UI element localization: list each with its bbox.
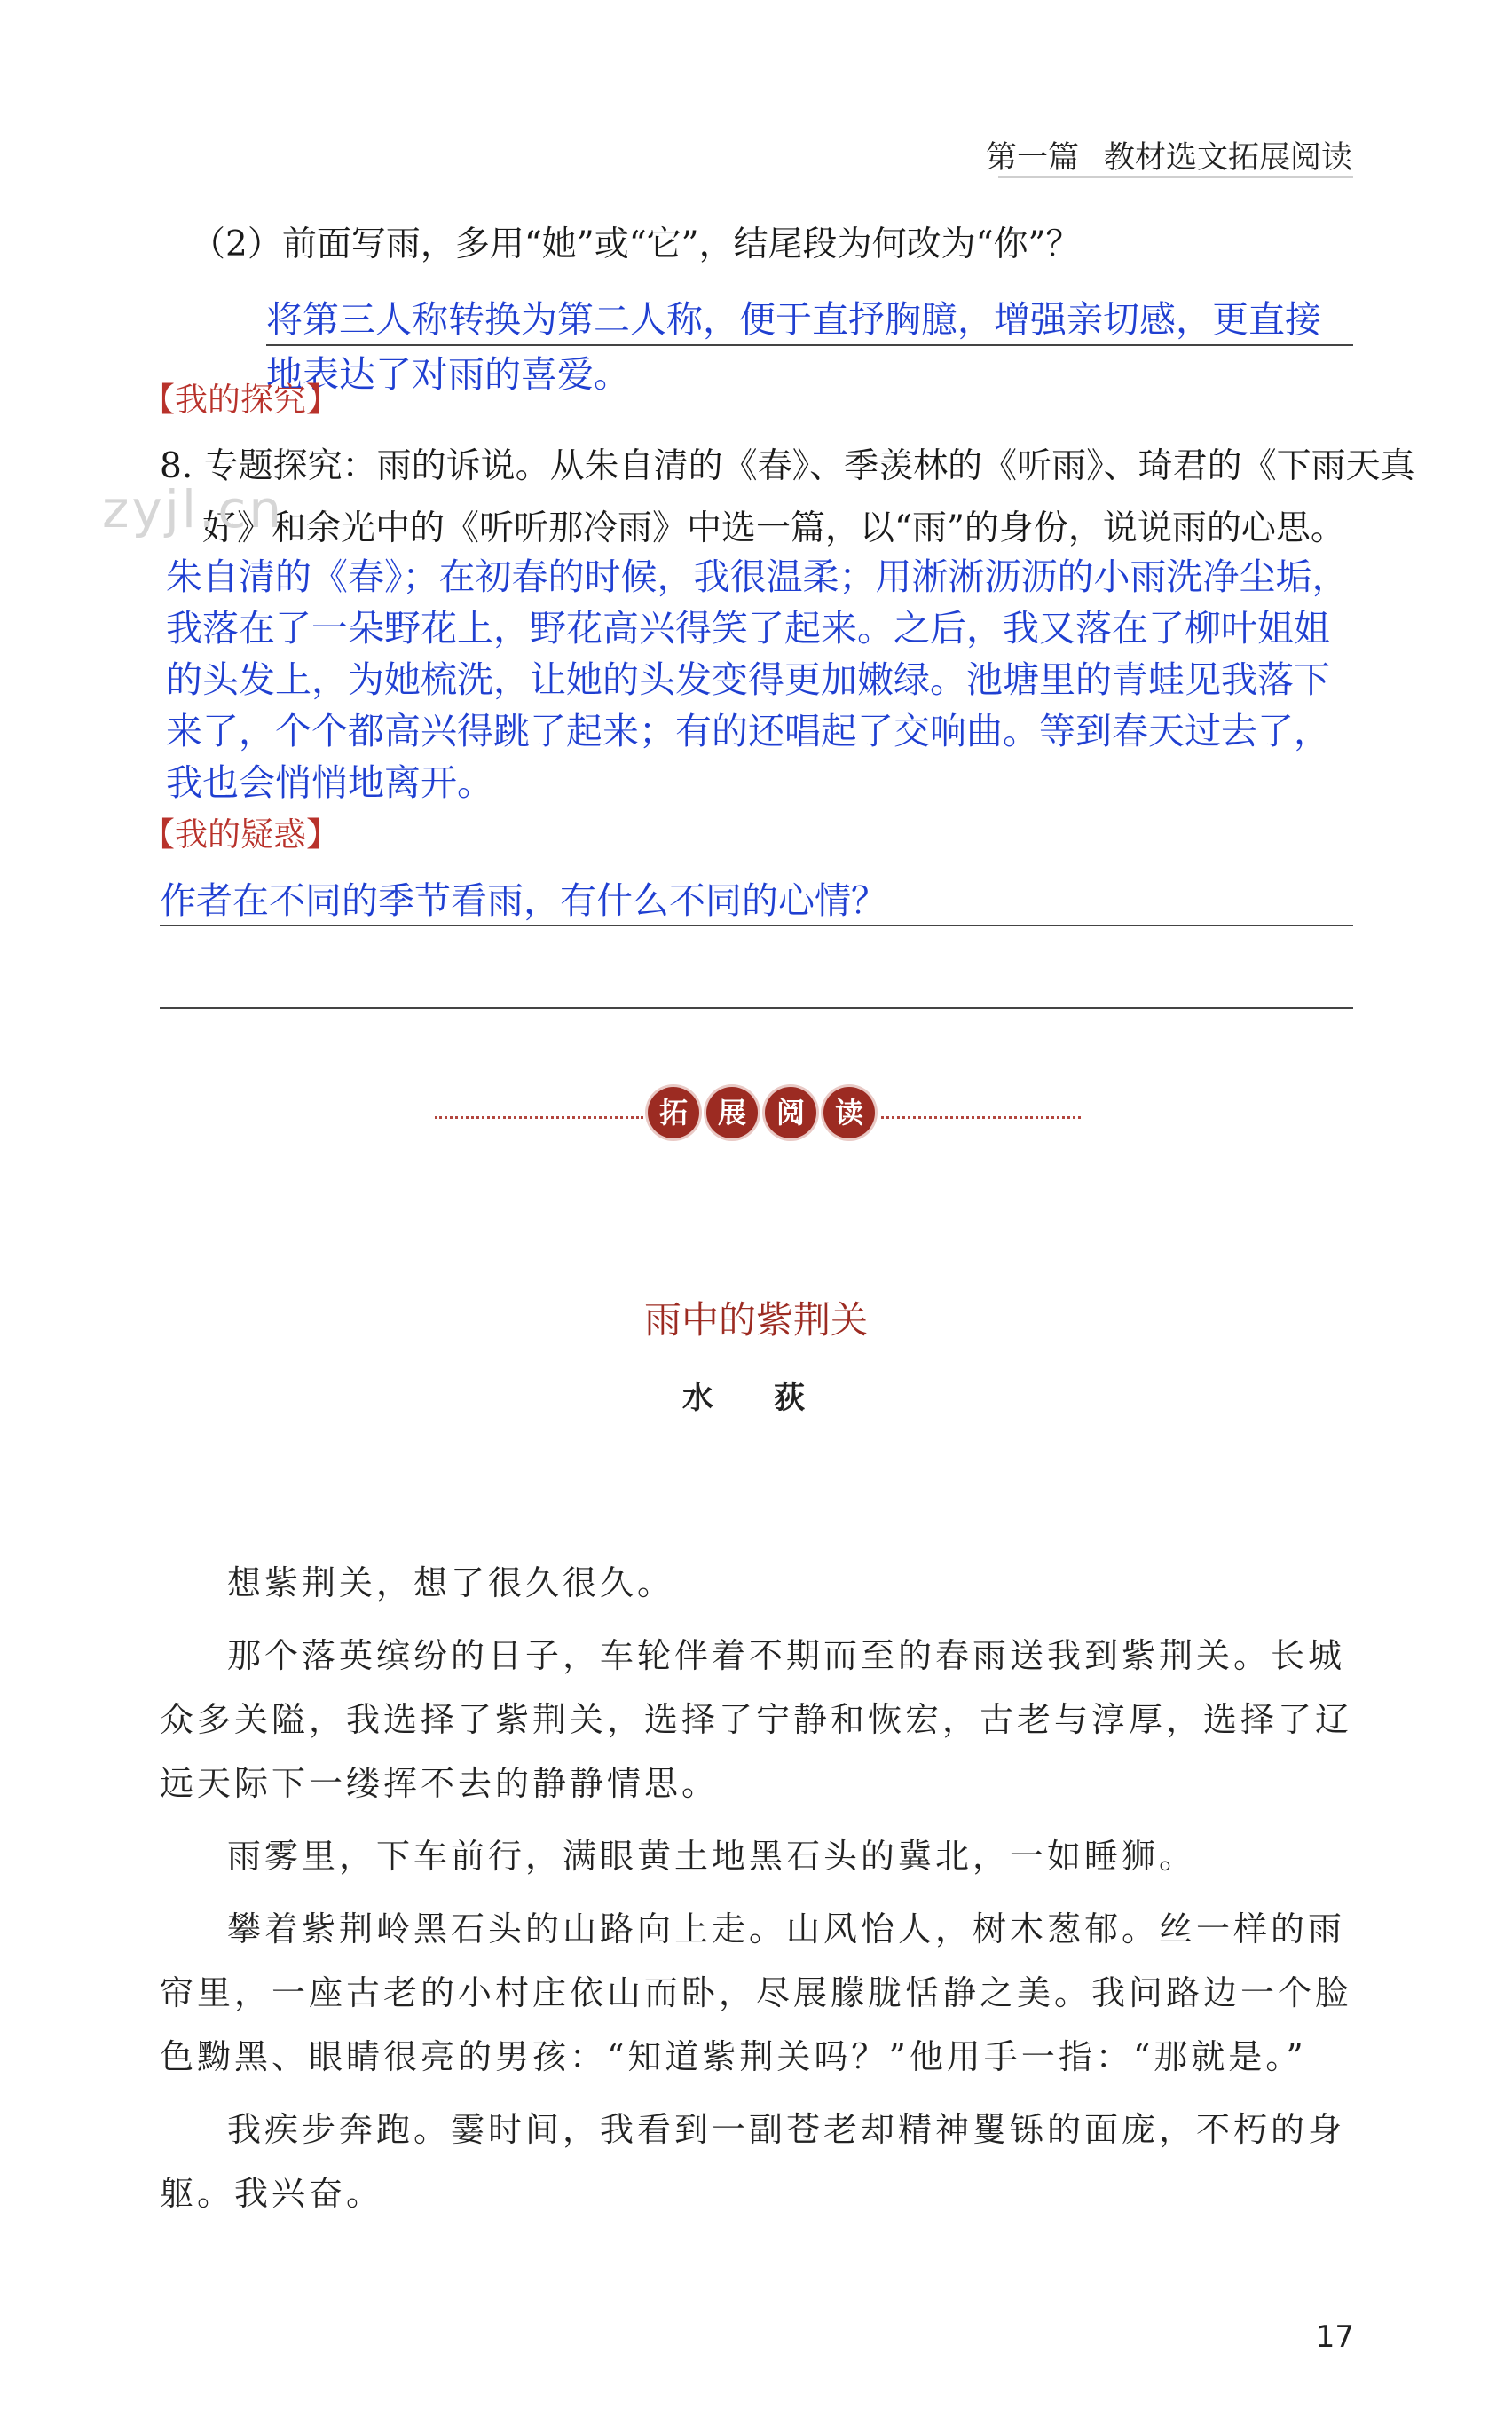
question-8-line-1: 8. 专题探究：雨的诉说。从朱自清的《春》、季羡林的《听雨》、琦君的《下雨天真: [160, 446, 1415, 486]
q8-answer-line-5: 我也会悄悄地离开。: [166, 761, 493, 804]
divider-badge-2: 展: [706, 1087, 758, 1138]
divider-badge-3: 阅: [765, 1087, 816, 1138]
divider-badge-1: 拓: [648, 1087, 699, 1138]
paragraph: 雨雾里，下车前行，满眼黄土地黑石头的冀北，一如睡狮。: [227, 1837, 1197, 1876]
doubt-answer: 作者在不同的季节看雨，有什么不同的心情？: [160, 879, 887, 922]
page-number: 17: [1315, 2319, 1354, 2355]
question-2: （2）前面写雨，多用“她”或“它”，结尾段为何改为“你”？: [191, 224, 1081, 264]
divider-badge-4: 读: [823, 1087, 875, 1138]
article-title: 雨中的紫荆关: [643, 1298, 868, 1342]
q8-answer-line-2: 我落在了一朵野花上，野花高兴得笑了起来。之后，我又落在了柳叶姐姐: [166, 607, 1330, 649]
paragraph: 攀着紫荆岭黑石头的山路向上走。山风怡人，树木葱郁。丝一样的雨帘里，一座古老的小村庄依山而卧，尽展朦胧恬静之美。我问路边一个脸色黝黑、眼睛很亮的男孩：“知道紫荆关吗？”他用手一指：“那就是。”: [160, 1909, 1353, 2076]
q8-answer-line-4: 来了，个个都高兴得跳了起来；有的还唱起了交响曲。等到春天过去了，: [166, 710, 1330, 752]
q8-answer-line-1: 朱自清的《春》；在初春的时候，我很温柔；用淅淅沥沥的小雨洗净尘垢，: [166, 555, 1349, 598]
question-8-line-2: 好》和余光中的《听听那冷雨》中选一篇，以“雨”的身份，说说雨的心思。: [202, 508, 1345, 548]
doubt-underline-1: [160, 925, 1353, 926]
header-rule: [998, 176, 1353, 178]
divider-dots-left: [435, 1116, 643, 1119]
article-author: 水 荻: [681, 1380, 831, 1416]
section-label-doubt: 【我的疑惑】: [142, 815, 339, 854]
header-part: 第一篇: [985, 140, 1079, 176]
page-header: [986, 133, 1352, 177]
divider-dots-right: [881, 1116, 1081, 1119]
watermark: zyjl.cn: [102, 479, 285, 539]
doubt-underline-2: [160, 1007, 1353, 1009]
paragraph: 想紫荆关，想了很久很久。: [227, 1563, 675, 1602]
header-title: 教材选文拓展阅读: [1103, 140, 1352, 176]
section-label-explore: 【我的探究】: [142, 381, 339, 419]
paragraph: 那个落英缤纷的日子，车轮伴着不期而至的春雨送我到紫荆关。长城众多关隘，我选择了紫荆关，选择了宁静和恢宏，古老与淳厚，选择了辽远天际下一缕挥不去的静静情思。: [160, 1636, 1353, 1803]
q2-answer-line-1: 将第三人称转换为第二人称，便于直抒胸臆，增强亲切感，更直接: [266, 298, 1321, 341]
article-body: [160, 1551, 1353, 2234]
q8-answer-line-3: 的头发上，为她梳洗，让她的头发变得更加嫩绿。池塘里的青蛙见我落下: [166, 658, 1330, 701]
q2-answer-line-2: 地表达了对雨的喜爱。: [266, 353, 630, 396]
paragraph: 我疾步奔跑。霎时间，我看到一副苍老却精神矍铄的面庞，不朽的身躯。我兴奋。: [160, 2110, 1346, 2213]
